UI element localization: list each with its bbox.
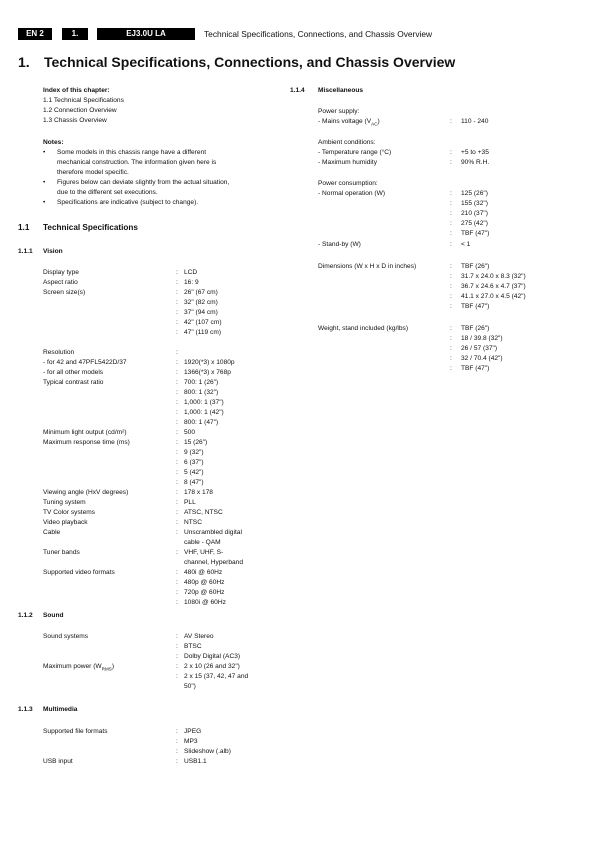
- spec-row: [43, 328, 293, 338]
- spec-colon: :: [176, 673, 178, 680]
- section-1-1-title: Technical Specifications: [43, 223, 138, 232]
- power-consumption-heading: Power consumption:: [318, 180, 378, 187]
- spec-label: USB input: [43, 758, 73, 765]
- notes-list: [43, 148, 230, 208]
- spec-label: Maximum power $(W_{RMS})$: [43, 663, 115, 672]
- index-item[interactable]: 1.3 Chassis Overview: [43, 117, 107, 124]
- spec-colon: :: [176, 758, 178, 765]
- spec-colon: :: [176, 748, 178, 755]
- spec-value: 480p @ 60Hz: [184, 579, 225, 586]
- colon: :: [450, 159, 452, 166]
- colon: :: [450, 118, 452, 125]
- spec-colon: :: [176, 349, 178, 356]
- spec-value: 32" (82 cm): [184, 299, 218, 306]
- spec-label: Aspect ratio: [43, 279, 78, 286]
- spec-label: Supported video formats: [43, 569, 115, 576]
- spec-colon: :: [176, 389, 178, 396]
- spec-colon: :: [176, 633, 178, 640]
- spec-row: [43, 747, 293, 757]
- bullet-1-line-1: • Some models in this chassis range have a different: [43, 149, 207, 156]
- spec-label: Typical contrast ratio: [43, 379, 104, 386]
- humidity-label: - Maximum humidity: [318, 159, 377, 166]
- spec-row: [43, 662, 293, 672]
- spec-value: 800: 1 (32"): [184, 389, 219, 396]
- spec-row: [43, 558, 293, 568]
- spec-colon: :: [176, 399, 178, 406]
- bullet-dot: •: [43, 149, 46, 156]
- colon: :: [450, 149, 452, 156]
- spec-colon: :: [176, 309, 178, 316]
- spec-value: VHF, UHF, S-: [184, 549, 224, 556]
- spec-row: [43, 478, 293, 488]
- spec-value: 500: [184, 429, 196, 436]
- spec-row: [43, 408, 293, 418]
- spec-colon: :: [176, 738, 178, 745]
- spec-colon: :: [176, 643, 178, 650]
- spec-value: 16: 9: [184, 279, 199, 286]
- chapter-number: 1.: [18, 54, 30, 70]
- spec-row: [43, 538, 293, 548]
- spec-row: [43, 368, 293, 378]
- spec-row: [43, 548, 293, 558]
- spec-value: USB1.1: [184, 758, 207, 765]
- spec-colon: :: [176, 379, 178, 386]
- spec-colon: :: [176, 459, 178, 466]
- spec-row: [43, 518, 293, 528]
- spec-colon: :: [176, 728, 178, 735]
- spec-colon: :: [176, 653, 178, 660]
- standby-label: - Stand-by (W): [318, 241, 361, 248]
- spec-value: cable - QAM: [184, 539, 221, 546]
- spec-colon: :: [176, 663, 178, 670]
- dimensions-values: : TBF (26") : 31.7 x 24.0 x 8.3 (32") : 36.7 x 24.6 x 4.7 (37") : 41.1 x 27.0 x 4.5 (42") : TBF (47"): [450, 263, 526, 310]
- spec-colon: :: [176, 579, 178, 586]
- power-supply-heading: Power supply:: [318, 108, 360, 115]
- spec-row: [43, 288, 293, 298]
- spec-row: [43, 682, 293, 692]
- spec-row: [43, 598, 293, 608]
- spec-colon: :: [176, 569, 178, 576]
- spec-colon: :: [176, 549, 178, 556]
- spec-label: Tuner bands: [43, 549, 80, 556]
- spec-row: [43, 757, 293, 767]
- multimedia-title: Multimedia: [43, 706, 78, 713]
- spec-colon: :: [176, 369, 178, 376]
- index-heading: Index of this chapter:: [43, 87, 110, 94]
- spec-colon: :: [176, 469, 178, 476]
- spec-row: [43, 488, 293, 498]
- spec-value: 1366(*3) x 768p: [184, 369, 231, 376]
- sound-number: 1.1.2: [18, 612, 33, 619]
- spec-value: 42" (107 cm): [184, 319, 222, 326]
- spec-row: [43, 348, 293, 358]
- multimedia-number: 1.1.3: [18, 706, 33, 713]
- spec-value: BTSC: [184, 643, 202, 650]
- standby-value: < 1: [461, 241, 471, 248]
- spec-value: PLL: [184, 499, 196, 506]
- spec-colon: :: [176, 299, 178, 306]
- spec-value: Unscrambled digital: [184, 529, 242, 536]
- spec-label: Cable: [43, 529, 61, 536]
- bullet-1-line-2: mechanical construction. The information given here is: [57, 159, 217, 166]
- spec-label: Maximum power (W: [43, 663, 102, 670]
- spec-row: [43, 498, 293, 508]
- spec-row: [43, 632, 293, 642]
- spec-colon: :: [176, 499, 178, 506]
- spec-row: [43, 388, 293, 398]
- spec-label: Tuning system: [43, 499, 86, 506]
- spec-value: LCD: [184, 269, 198, 276]
- spec-value: 26" (67 cm): [184, 289, 218, 296]
- spec-colon: :: [176, 419, 178, 426]
- spec-value: 1920(*3) x 1080p: [184, 359, 235, 366]
- spec-colon: :: [176, 329, 178, 336]
- humidity-value: 90% R.H.: [461, 159, 490, 166]
- spec-label: Supported file formats: [43, 728, 108, 735]
- spec-row: [43, 578, 293, 588]
- page-code-badge: EN 2: [18, 28, 52, 40]
- vision-spec-table: [43, 268, 293, 608]
- spec-row: [43, 448, 293, 458]
- ambient-heading: Ambient conditions:: [318, 139, 376, 146]
- spec-colon: :: [176, 449, 178, 456]
- spec-value: 1080i @ 60Hz: [184, 599, 226, 606]
- spec-row: [43, 358, 293, 368]
- spec-row: [43, 458, 293, 468]
- spec-value: 700: 1 (26"): [184, 379, 219, 386]
- section-number-badge: 1.: [62, 28, 88, 40]
- spec-value: ATSC, NTSC: [184, 509, 223, 516]
- index-list: [43, 96, 124, 126]
- dimensions-label: Dimensions (W x H x D in inches): [318, 263, 417, 270]
- index-item[interactable]: 1.1 Technical Specifications: [43, 97, 124, 104]
- spec-colon: :: [176, 359, 178, 366]
- spec-row: [43, 568, 293, 578]
- spec-colon: :: [176, 599, 178, 606]
- spec-row: [43, 418, 293, 428]
- section-1-1-number: 1.1: [18, 223, 30, 232]
- spec-value: JPEG: [184, 728, 202, 735]
- mains-voltage-label: - Mains voltage $(V_{AC})$: [318, 118, 380, 127]
- bullet-dot: •: [43, 199, 46, 206]
- spec-label: Sound systems: [43, 633, 89, 640]
- spec-label: Video playback: [43, 519, 88, 526]
- bullet-1-line-3: therefore model specific.: [57, 169, 129, 176]
- spec-value: 37" (94 cm): [184, 309, 218, 316]
- spec-colon: :: [176, 479, 178, 486]
- spec-value: channel, Hyperband: [184, 559, 244, 566]
- spec-value: AV Stereo: [184, 633, 214, 640]
- spec-value: 2 x 10 (26 and 32"): [184, 663, 240, 670]
- spec-value: 800: 1 (47"): [184, 419, 219, 426]
- spec-label: TV Color systems: [43, 509, 96, 516]
- spec-row: [43, 672, 293, 682]
- spec-colon: :: [176, 509, 178, 516]
- sound-title: Sound: [43, 612, 64, 619]
- spec-row: [43, 652, 293, 662]
- spec-label: Screen size(s): [43, 289, 86, 296]
- spec-value: 50"): [184, 683, 196, 690]
- bullet-dot: •: [43, 179, 46, 186]
- bullet-3-line-1: • Specifications are indicative (subject to change).: [43, 199, 199, 206]
- model-badge: EJ3.0U LA: [97, 28, 195, 40]
- spec-colon: :: [176, 289, 178, 296]
- spec-label: Minimum light output (cd/m²): [43, 429, 127, 436]
- multimedia-spec-table: [43, 727, 293, 767]
- normal-operation-values: : 125 (26") : 155 (32") : 210 (37") : 275 (42") : TBF (47"): [450, 190, 490, 237]
- spec-colon: :: [176, 429, 178, 436]
- spec-row: [43, 727, 293, 737]
- spec-label: Display type: [43, 269, 79, 276]
- spec-value: 6 (37"): [184, 459, 204, 466]
- spec-row: [43, 588, 293, 598]
- spec-value: 480i @ 60Hz: [184, 569, 223, 576]
- spec-row: [43, 338, 293, 348]
- spec-value: NTSC: [184, 519, 202, 526]
- spec-value: 178 x 178: [184, 489, 213, 496]
- spec-value: 8 (47"): [184, 479, 204, 486]
- spec-value: 720p @ 60Hz: [184, 589, 225, 596]
- spec-label: - for all other models: [43, 369, 104, 376]
- spec-colon: :: [176, 319, 178, 326]
- spec-row: [43, 508, 293, 518]
- spec-value: 47" (119 cm): [184, 329, 222, 336]
- sound-spec-table: [43, 632, 293, 692]
- misc-title: Miscellaneous: [318, 87, 364, 94]
- spec-label: Viewing angle (HxV degrees): [43, 489, 129, 496]
- normal-operation-label: - Normal operation (W): [318, 190, 386, 197]
- header-title: Technical Specifications, Connections, and Chassis Overview: [204, 29, 433, 39]
- spec-colon: :: [176, 279, 178, 286]
- bullet-2-line-2: due to the different set executions.: [57, 189, 158, 196]
- colon: :: [450, 241, 452, 248]
- spec-value: 9 (32"): [184, 449, 204, 456]
- spec-row: [43, 438, 293, 448]
- spec-colon: :: [176, 589, 178, 596]
- temperature-label: - Temperature range (°C): [318, 149, 392, 156]
- spec-value: 1,000: 1 (37"): [184, 399, 224, 406]
- spec-value: Dolby Digital (AC3): [184, 653, 241, 660]
- spec-colon: :: [176, 489, 178, 496]
- spec-row: [43, 278, 293, 288]
- spec-value: 15 (26"): [184, 439, 208, 446]
- vision-title: Vision: [43, 248, 63, 255]
- weight-label: Weight, stand included (kg/lbs): [318, 325, 409, 332]
- mains-voltage-value: 110 - 240: [461, 118, 489, 125]
- spec-label: - for 42 and 47PFL5422D/37: [43, 359, 127, 366]
- spec-colon: :: [176, 519, 178, 526]
- index-item[interactable]: 1.2 Connection Overview: [43, 107, 117, 114]
- chapter-title: Technical Specifications, Connections, and Chassis Overview: [44, 54, 456, 70]
- spec-label: Resolution: [43, 349, 75, 356]
- spec-value: 2 x 15 (37, 42, 47 and: [184, 673, 249, 680]
- spec-value: 5 (42"): [184, 469, 204, 476]
- spec-label: Maximum response time (ms): [43, 439, 130, 446]
- spec-colon: :: [176, 529, 178, 536]
- weight-values: : TBF (26") : 18 / 39.8 (32") : 26 / 57 (37") : 32 / 70.4 (42") : TBF (47"): [450, 325, 503, 372]
- notes-heading: Notes:: [43, 139, 64, 146]
- spec-colon: :: [176, 409, 178, 416]
- spec-value: 1,000: 1 (42"): [184, 409, 224, 416]
- spec-row: [43, 398, 293, 408]
- spec-row: [43, 298, 293, 308]
- spec-value: MP3: [184, 738, 198, 745]
- spec-row: [43, 642, 293, 652]
- spec-colon: :: [176, 269, 178, 276]
- spec-value: Slideshow (.alb): [184, 748, 231, 755]
- spec-row: [43, 737, 293, 747]
- misc-number: 1.1.4: [290, 87, 305, 94]
- spec-row: [43, 468, 293, 478]
- vision-number: 1.1.1: [18, 248, 33, 255]
- spec-row: [43, 318, 293, 328]
- bullet-2-line-1: • Figures below can deviate slightly from the actual situation,: [43, 179, 230, 186]
- spec-row: [43, 378, 293, 388]
- spec-colon: :: [176, 439, 178, 446]
- spec-row: [43, 268, 293, 278]
- spec-row: [43, 308, 293, 318]
- spec-row: [43, 528, 293, 538]
- temperature-value: +5 to +35: [461, 149, 489, 156]
- spec-row: [43, 428, 293, 438]
